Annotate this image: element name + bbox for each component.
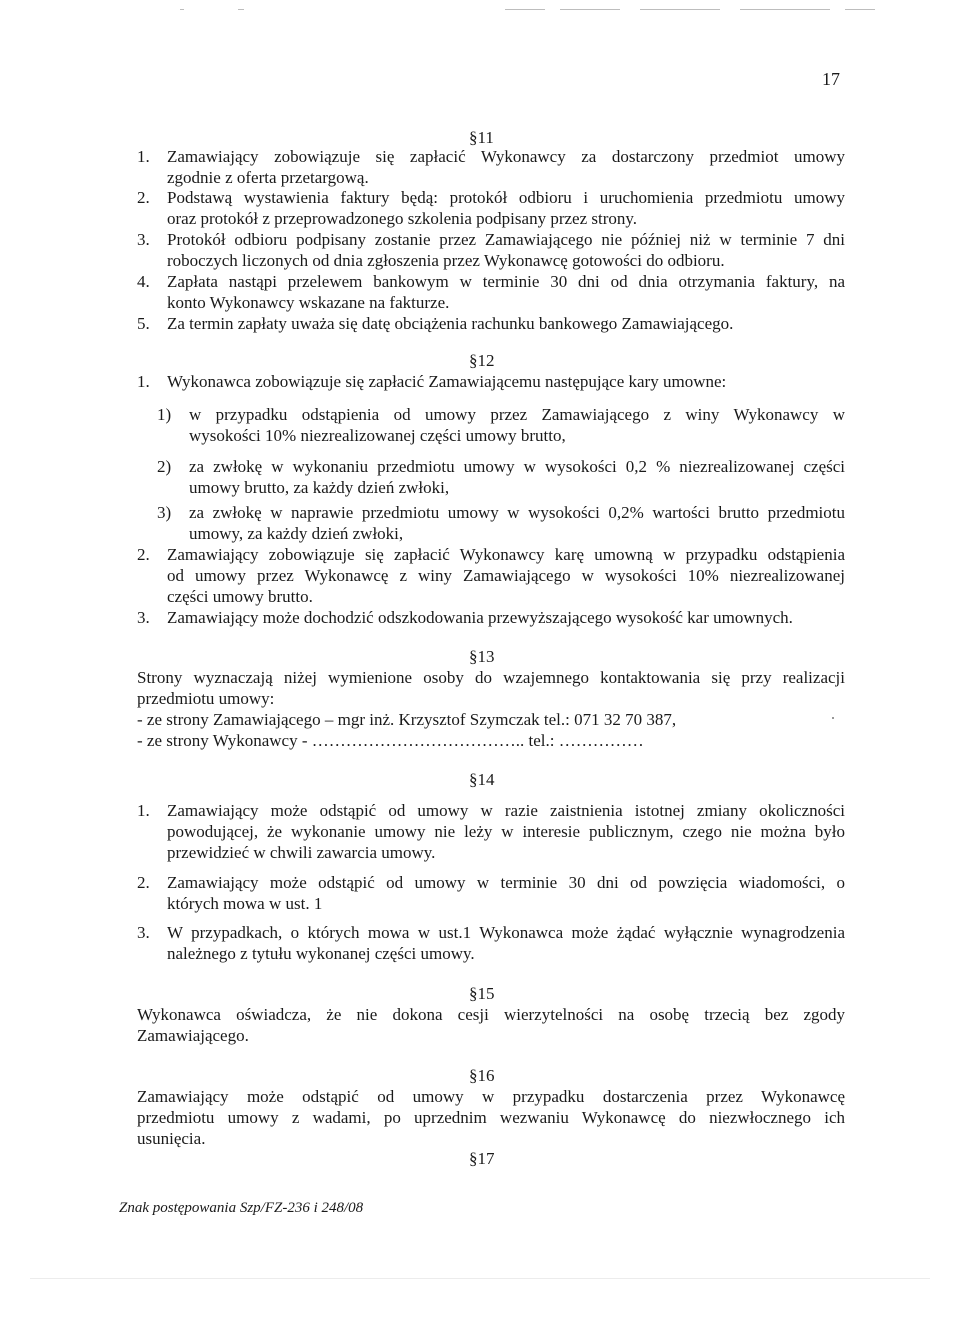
paragraph-line: - ze strony Zamawiającego – mgr inż. Krzysztof Szymczak tel.: 071 32 70 387, (137, 710, 677, 729)
list-number: 4. (137, 272, 150, 291)
page-number: 17 (822, 69, 840, 89)
paragraph-line: zgodnie z oferta przetargową. (167, 168, 369, 187)
paragraph-line: wysokości 10% niezrealizowanej części umowy brutto, (189, 426, 566, 445)
paragraph-line: oraz protokół z przeprowadzonego szkolenia podpisany przez strony. (167, 209, 638, 228)
scan-artifact (0, 0, 960, 22)
paragraph-line: Zamawiający zobowiązuje się zapłacić Wykonawcy karę umowną w przypadku odstąpienia (167, 545, 845, 564)
section-heading-13: §13 (469, 647, 495, 666)
paragraph-line: przedmiotu umowy: (137, 689, 275, 708)
paragraph-line: Zamawiający może odstąpić od umowy w terminie 30 dni od powzięcia wiadomości, o (167, 873, 845, 892)
paragraph-line: Zamawiający może odstąpić od umowy w przypadku dostarczenia przez Wykonawcę (137, 1087, 845, 1106)
paragraph-line: Za termin zapłaty uważa się datę obciążenia rachunku bankowego Zamawiającego. (167, 314, 734, 333)
paragraph-line: powodującej, że wykonanie umowy nie leży w interesie publicznym, czego nie można było (167, 822, 845, 841)
list-number: 3) (157, 503, 172, 522)
list-number: 2. (137, 873, 150, 892)
list-number: 5. (137, 314, 150, 333)
section-heading-12: §12 (469, 351, 495, 370)
paragraph-line: roboczych liczonych od dnia zgłoszenia przez Wykonawcę gotowości do odbioru. (167, 251, 725, 270)
paragraph-line: konto Wykonawcy wskazane na fakturze. (167, 293, 450, 312)
list-number: 3. (137, 923, 150, 942)
footer-reference: Znak postępowania Szp/FZ-236 i 248/08 (119, 1200, 364, 1216)
section-heading-17: §17 (469, 1149, 495, 1168)
paragraph-line: Zamawiający może dochodzić odszkodowania przewyższającego wysokość kar umownych. (167, 608, 793, 627)
list-number: 1) (157, 405, 172, 424)
paragraph-line: przewidzieć w chwili zawarcia umowy. (167, 843, 436, 862)
paragraph-line: W przypadkach, o których mowa w ust.1 Wykonawca może żądać wyłącznie wynagrodzenia (167, 923, 845, 942)
paragraph-line: Podstawą wystawienia faktury będą: protokół odbioru i uruchomienia przedmiotu umowy (167, 188, 845, 207)
section-heading-15: §15 (469, 984, 495, 1003)
section-heading-14: §14 (469, 770, 495, 789)
paragraph-line: umowy brutto, za każdy dzień zwłoki, (189, 478, 450, 497)
list-number: 2) (157, 457, 172, 476)
section-heading-11: §11 (469, 128, 494, 147)
list-number: 1. (137, 372, 150, 391)
list-number: 3. (137, 230, 150, 249)
section-heading-16: §16 (469, 1066, 495, 1085)
list-number: 1. (137, 801, 150, 820)
paragraph-line: Zamawiający zobowiązuje się zapłacić Wykonawcy za dostarczony przedmiot umowy (167, 147, 845, 166)
page-edge-line (30, 1278, 930, 1279)
paragraph-line: części umowy brutto. (167, 587, 313, 606)
list-number: 2. (137, 545, 150, 564)
paragraph-line: Wykonawca oświadcza, że nie dokona cesji wierzytelności na osobę trzecią bez zgody (137, 1005, 845, 1024)
paragraph-line: Zapłata nastąpi przelewem bankowym w terminie 30 dni od dnia otrzymania faktury, na (167, 272, 845, 291)
paragraph-line: Strony wyznaczają niżej wymienione osoby do wzajemnego kontaktowania się przy realizacji (137, 668, 845, 687)
paragraph-line: których mowa w ust. 1 (167, 894, 323, 913)
paragraph-line: od umowy przez Wykonawcę z winy Zamawiającego w wysokości 10% niezrealizowanej (167, 566, 845, 585)
list-number: 2. (137, 188, 150, 207)
paragraph-line: - ze strony Wykonawcy - ……………………………….. tel.: …………… (137, 731, 644, 750)
paragraph-line: za zwłokę w wykonaniu przedmiotu umowy w wysokości 0,2 % niezrealizowanej części (189, 457, 845, 476)
paragraph-line: za zwłokę w naprawie przedmiotu umowy w wysokości 0,2% wartości brutto przedmiotu (189, 503, 845, 522)
paragraph-line: Protokół odbioru podpisany zostanie przez Zamawiającego nie później niż w terminie 7 dni (167, 230, 845, 249)
paragraph-line: umowy, za każdy dzień zwłoki, (189, 524, 404, 543)
paragraph-line: Zamawiający może odstąpić od umowy w razie zaistnienia istotnej zmiany okoliczności (167, 801, 845, 820)
list-number: 3. (137, 608, 150, 627)
paragraph-line: usunięcia. (137, 1129, 206, 1148)
paragraph-line: Zamawiającego. (137, 1026, 249, 1045)
paragraph-line: należnego z tytułu wykonanej części umowy. (167, 944, 475, 963)
scan-dot (832, 717, 834, 719)
list-number: 1. (137, 147, 150, 166)
paragraph-line: w przypadku odstąpienia od umowy przez Zamawiającego z winy Wykonawcy w (189, 405, 845, 424)
paragraph-line: przedmiotu umowy z wadami, po uprzednim wezwaniu Wykonawcę do niezwłocznego ich (137, 1108, 845, 1127)
paragraph-line: Wykonawca zobowiązuje się zapłacić Zamawiającemu następujące kary umowne: (167, 372, 727, 391)
